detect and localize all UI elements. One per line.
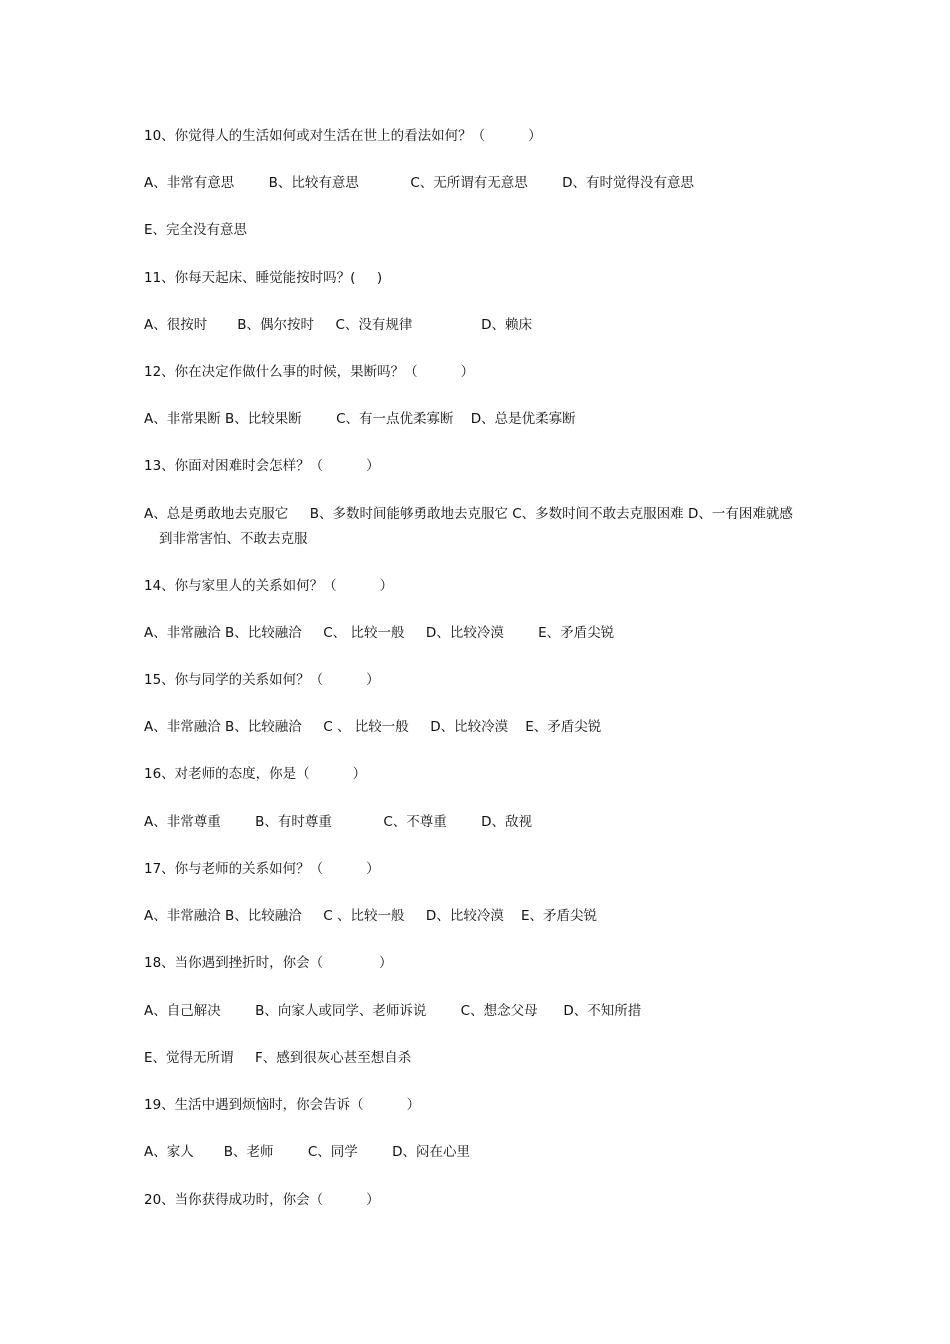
question-14-options: A、非常融洽 B、比较融洽 C、 比较一般 D、比较冷漠 E、矛盾尖锐 [144, 625, 615, 641]
question-17: 17、你与老师的关系如何？（ ） [144, 861, 380, 877]
question-12: 12、你在决定作做什么事的时候，果断吗？（ ） [144, 364, 475, 380]
question-13: 13、你面对困难时会怎样？（ ） [144, 458, 380, 474]
question-15-options: A、非常融洽 B、比较融洽 C 、 比较一般 D、比较冷漠 E、矛盾尖锐 [144, 719, 602, 735]
question-11-options: A、很按时 B、偶尔按时 C、没有规律 D、赖床 [144, 317, 532, 333]
question-18-options: A、自己解决 B、向家人或同学、老师诉说 C、想念父母 D、不知所措 [144, 1003, 642, 1019]
question-11: 11、你每天起床、睡觉能按时吗？( ) [144, 270, 383, 286]
question-13-options: A、总是勇敢地去克服它 B、多数时间能够勇敢地去克服它 C、多数时间不敢去克服困难 D、一有困难就感 [144, 506, 793, 522]
question-18-options-cont: E、觉得无所谓 F、感到很灰心甚至想自杀 [144, 1050, 412, 1066]
question-13-options-cont: 到非常害怕、不敢去克服 [159, 531, 308, 547]
question-14: 14、你与家里人的关系如何？（ ） [144, 578, 394, 594]
question-20: 20、当你获得成功时，你会（ ） [144, 1192, 380, 1208]
question-17-options: A、非常融洽 B、比较融洽 C 、比较一般 D、比较冷漠 E、矛盾尖锐 [144, 908, 598, 924]
question-12-options: A、非常果断 B、比较果断 C、有一点优柔寡断 D、总是优柔寡断 [144, 411, 576, 427]
question-10-options-cont: E、完全没有意思 [144, 222, 248, 238]
question-19: 19、生活中遇到烦恼时，你会告诉（ ） [144, 1097, 421, 1113]
question-10: 10、你觉得人的生活如何或对生活在世上的看法如何？（ ） [144, 128, 542, 144]
question-18: 18、当你遇到挫折时，你会（ ） [144, 955, 393, 971]
question-10-options: A、非常有意思 B、比较有意思 C、无所谓有无意思 D、有时觉得没有意思 [144, 175, 694, 191]
question-16-options: A、非常尊重 B、有时尊重 C、不尊重 D、敌视 [144, 814, 532, 830]
question-16: 16、对老师的态度，你是（ ） [144, 766, 367, 782]
question-19-options: A、家人 B、老师 C、同学 D、闷在心里 [144, 1144, 471, 1160]
question-15: 15、你与同学的关系如何？（ ） [144, 672, 380, 688]
